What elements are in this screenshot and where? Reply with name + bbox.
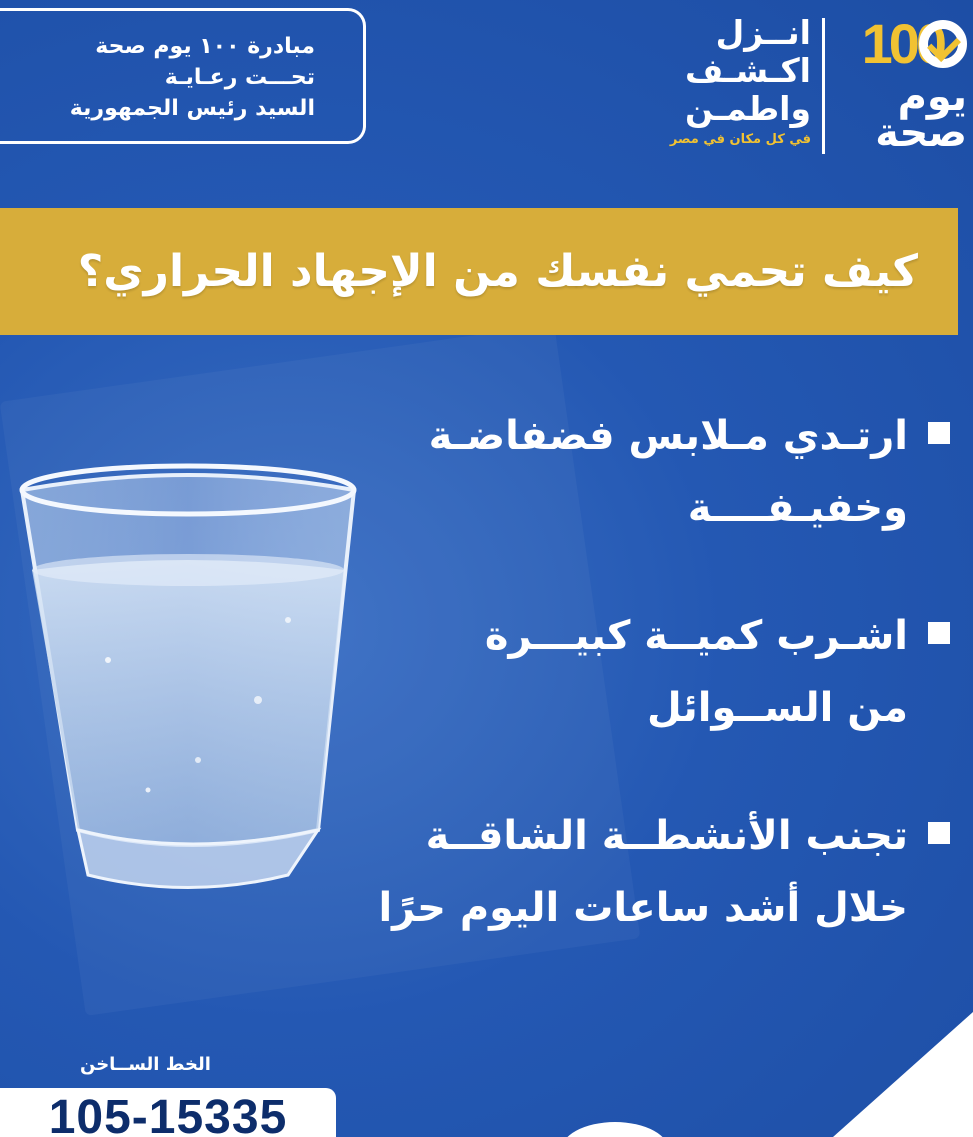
check-circle-icon <box>919 20 967 68</box>
slogan-block <box>670 14 811 147</box>
sponsor-line-1: مبادرة ١٠٠ يوم صحة <box>95 34 315 59</box>
tip-1-line-2: وخفيـفــــة <box>687 485 908 531</box>
hotline-number: 105-15335 <box>48 1091 288 1137</box>
list-item <box>348 800 908 944</box>
logo-word-day: يوم <box>897 74 967 120</box>
logo-divider <box>822 18 825 154</box>
slogan-line-2: اكـشـف <box>685 51 811 90</box>
tip-3-line-2: خلال أشد ساعات اليوم حرًا <box>378 885 908 931</box>
logo-number: 100 <box>861 12 943 75</box>
sponsor-line-2: تحـــت رعـايـة <box>164 65 315 90</box>
slogan-line-3: واطمـن <box>684 89 811 128</box>
hotline-label: الخط الســاخن <box>80 1054 211 1075</box>
glass-of-water-illustration <box>18 460 358 900</box>
tips-list <box>348 400 908 1000</box>
logo-word-health: صحة <box>875 110 967 156</box>
tip-2-line-2: من الســوائل <box>647 685 908 731</box>
bottom-corner-decoration <box>833 1012 973 1137</box>
page-title: كيف تحمي نفسك من الإجهاد الحراري؟ <box>77 246 918 297</box>
list-item <box>348 400 908 544</box>
tip-1-line-1: ارتـدي مـلابس فضفاضـة <box>428 413 908 459</box>
bullet-square-icon <box>928 622 950 644</box>
title-banner <box>0 208 958 335</box>
tip-3-line-1: تجنب الأنشطــة الشاقــة <box>425 813 908 859</box>
hotline-box <box>0 1088 336 1137</box>
campaign-logo <box>643 0 973 170</box>
sponsor-line-3: السيد رئيس الجمهورية <box>69 96 315 121</box>
sponsor-box <box>0 8 366 144</box>
bullet-square-icon <box>928 822 950 844</box>
slogan-subtitle: في كل مكان في مصر <box>669 132 811 147</box>
tip-2-line-1: اشـرب كميــة كبيـــرة <box>484 613 908 659</box>
bullet-square-icon <box>928 422 950 444</box>
slogan-line-1: انــزل <box>715 13 811 52</box>
list-item <box>348 600 908 744</box>
